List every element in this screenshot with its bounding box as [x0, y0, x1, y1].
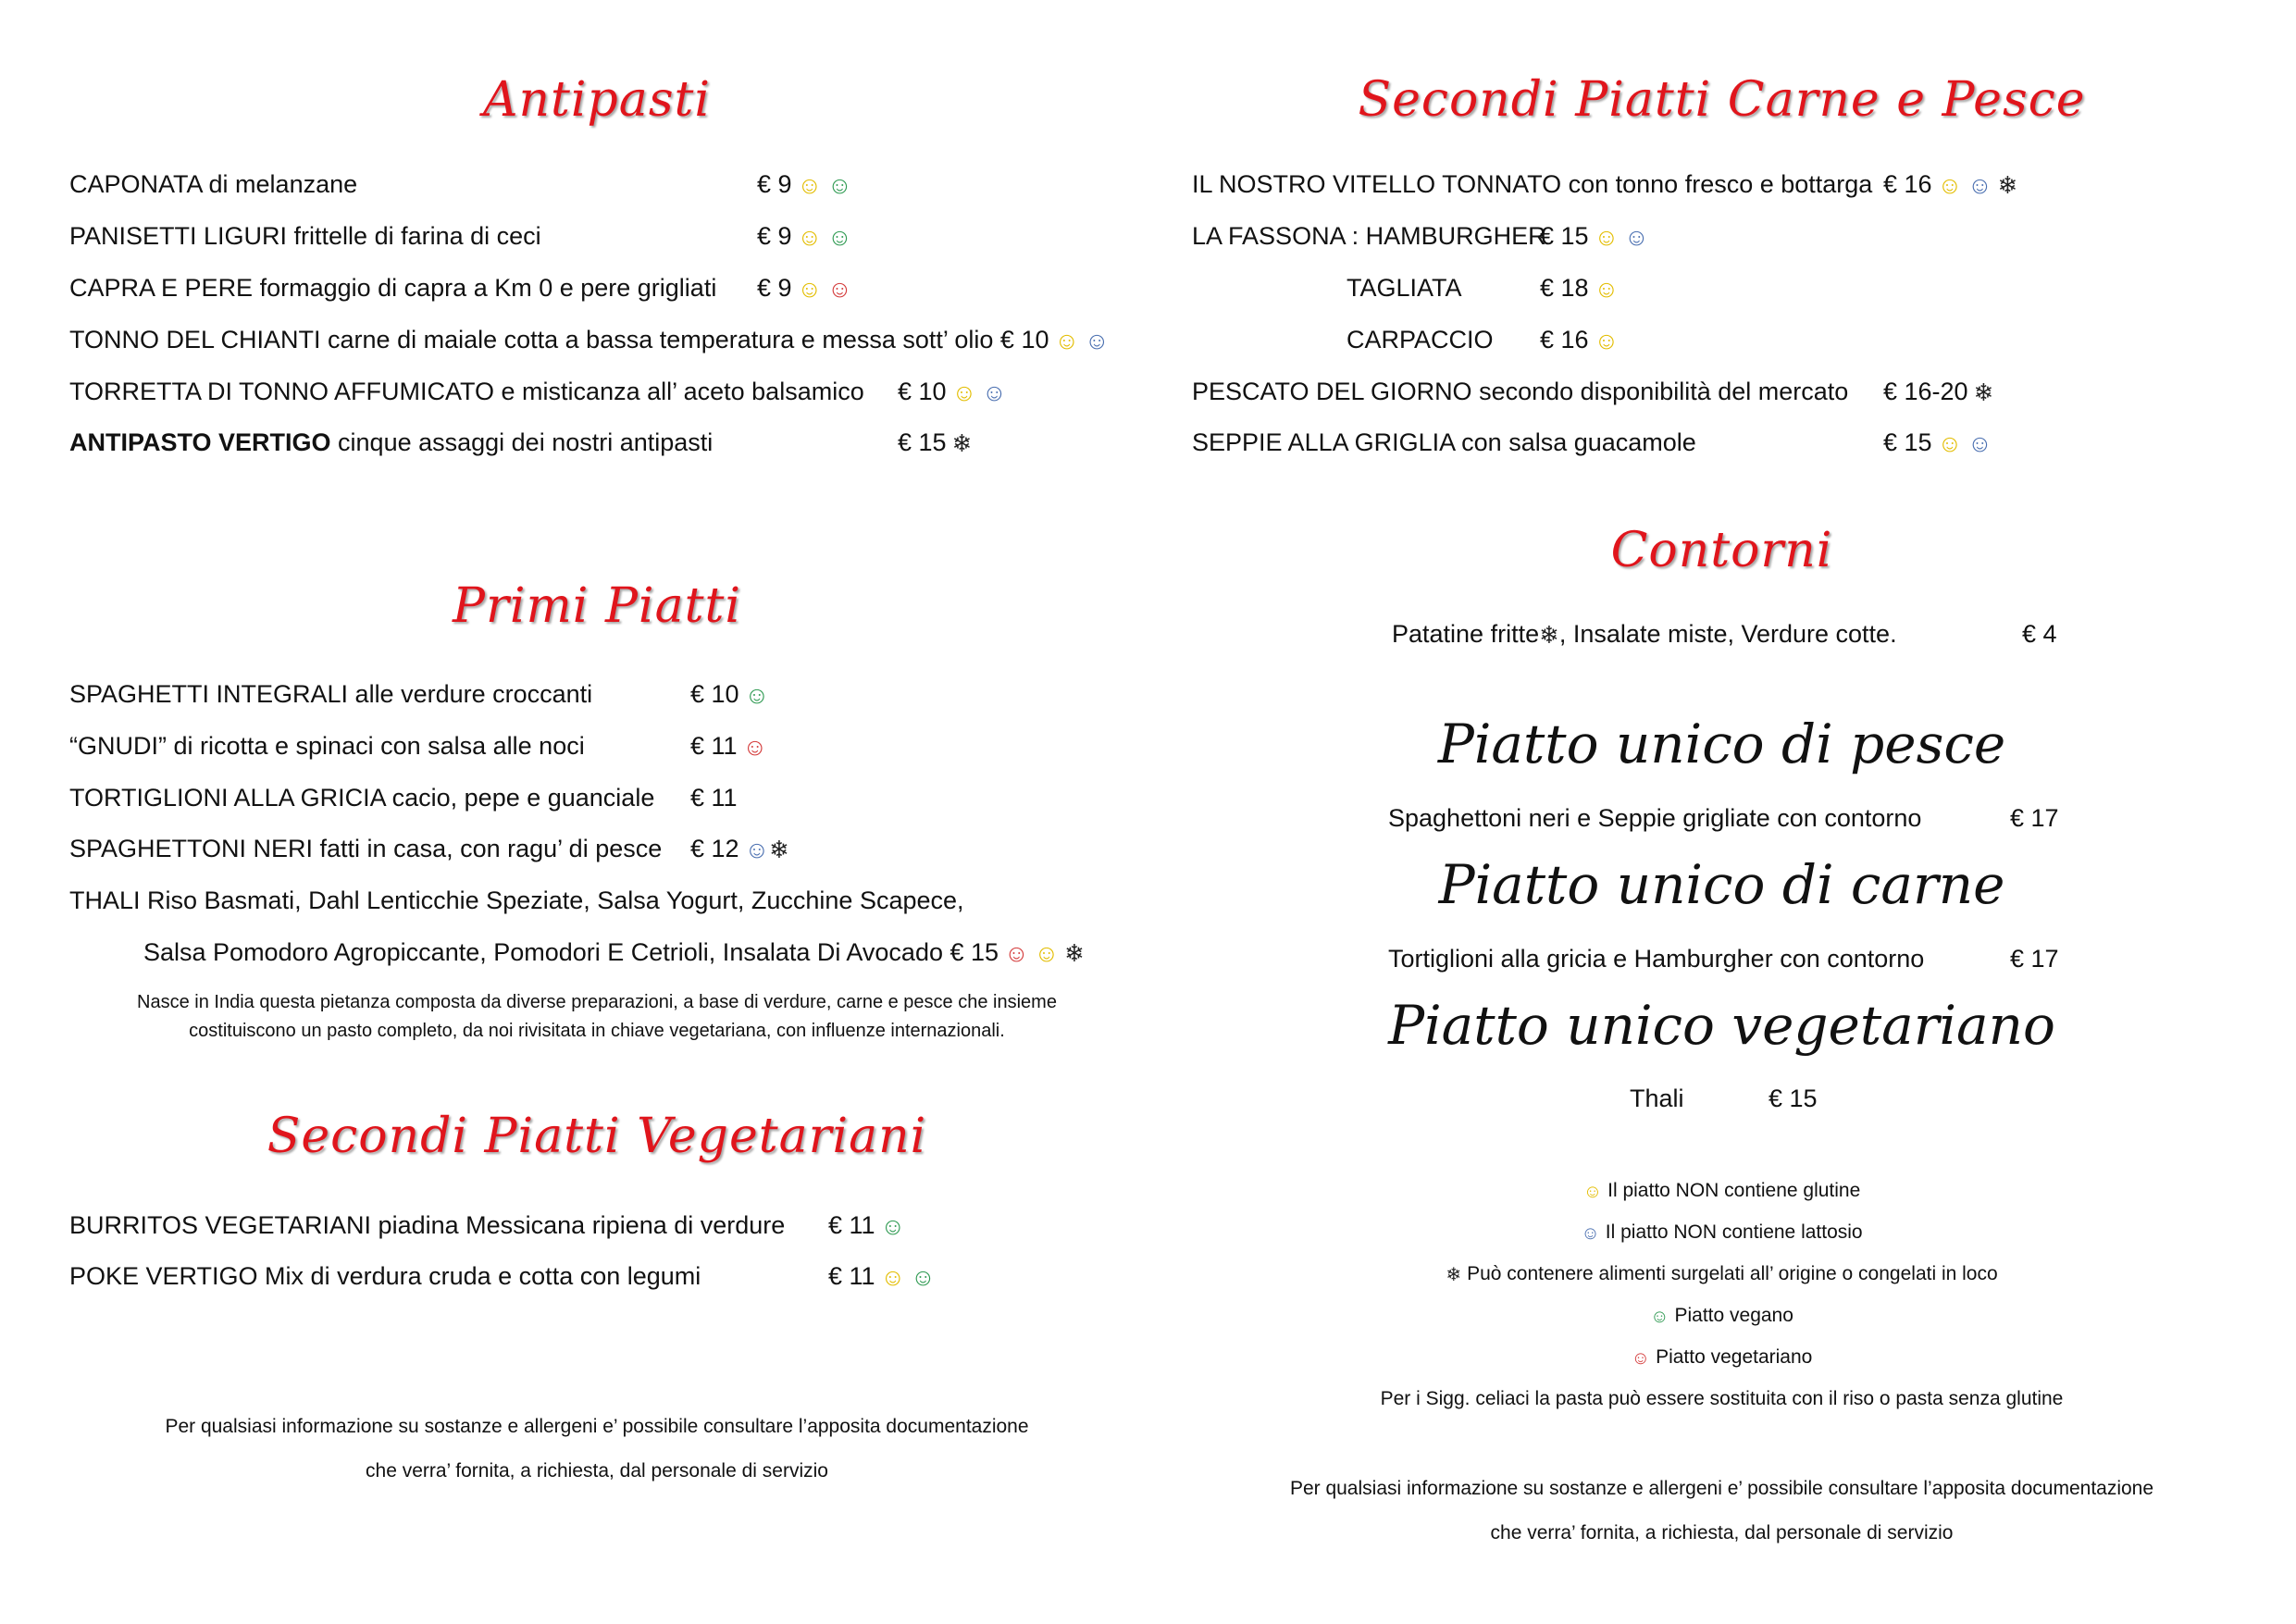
price: € 15: [949, 938, 999, 966]
secondi-vegetariani-title: Secondi Piatti Vegetariani: [267, 1109, 927, 1164]
fassona-title: LA FASSONA :: [1192, 222, 1359, 250]
item-name-bold: ANTIPASTO VERTIGO: [69, 428, 331, 456]
price: € 10: [898, 378, 947, 405]
piatto-unico-vegetariano-price: € 15: [1769, 1085, 1818, 1112]
legend-no-lactose-text: Il piatto NON contiene lattosio: [1605, 1221, 1863, 1243]
no-lactose-icon: ☺: [1581, 1223, 1600, 1244]
menu-item-name: CAPONATA di melanzane: [69, 170, 358, 198]
menu-item-price: [690, 784, 738, 812]
menu-item-price: [1883, 170, 2017, 199]
menu-item-name: TORTIGLIONI ALLA GRICIA cacio, pepe e guanciale: [69, 784, 655, 812]
menu-item-name: SEPPIE ALLA GRIGLIA con salsa guacamole: [1192, 428, 1696, 456]
legend-celiaci: Per i Sigg. celiaci la pasta può essere sostituita con il riso o pasta senza glutine: [1380, 1388, 2064, 1409]
menu-item-price: [690, 835, 789, 863]
frozen-icon: ❄: [1973, 378, 1994, 406]
contorni-price: € 4: [2022, 620, 2057, 648]
menu-item-name: SPAGHETTONI NERI fatti in casa, con ragu’ di pesce: [69, 835, 663, 862]
frozen-icon: ❄: [1446, 1265, 1462, 1285]
footer-line-1: Per qualsiasi informazione su sostanze e allergeni e’ possibile consultare l’apposita documentazione: [165, 1416, 1029, 1437]
vegetarian-icon: ☺: [1631, 1348, 1651, 1369]
price: € 10: [999, 326, 1049, 353]
menu-item-price: [828, 1262, 936, 1291]
no-lactose-icon: ☺: [1967, 171, 1992, 199]
menu-item-price: [898, 428, 972, 457]
price: € 11: [690, 784, 738, 812]
primi-title: Primi Piatti: [453, 578, 741, 634]
menu-item-price: [690, 732, 767, 761]
piatto-unico-carne-price: € 17: [2010, 945, 2059, 973]
no-gluten-icon: ☺: [1034, 939, 1060, 967]
legend-no-lactose: [1148, 1221, 2296, 1244]
no-gluten-icon: ☺: [1937, 171, 1963, 199]
menu-item-name: PANISETTI LIGURI frittelle di farina di ceci: [69, 222, 541, 250]
price: € 9: [757, 170, 792, 198]
menu-item-name: PESCATO DEL GIORNO secondo disponibilità del mercato: [1192, 378, 1849, 405]
no-gluten-icon: ☺: [1054, 327, 1080, 354]
antipasti-title: Antipasti: [482, 72, 712, 128]
vegan-icon: ☺: [1650, 1307, 1669, 1327]
secondi-carne-pesce-title: Secondi Piatti Carne e Pesce: [1358, 72, 2086, 128]
menu-item-name: BURRITOS VEGETARIANI piadina Messicana ripiena di verdure: [69, 1211, 786, 1239]
item-name-rest: cinque assaggi dei nostri antipasti: [330, 428, 714, 456]
menu-item-price: [898, 378, 1007, 406]
no-lactose-icon: ☺: [982, 378, 1007, 406]
price: € 11: [828, 1211, 875, 1239]
no-gluten-icon: ☺: [1937, 429, 1963, 457]
footer-line-2: che verra’ fornita, a richiesta, dal personale di servizio: [366, 1460, 828, 1481]
menu-item-price: [1540, 274, 1619, 303]
menu-item-price: [1540, 222, 1649, 251]
price: € 16: [1883, 170, 1932, 198]
menu-item-continued: [143, 938, 1085, 967]
menu-item-name: TONNO DEL CHIANTI carne di maiale cotta a bassa temperatura e messa sott’ olio: [69, 326, 994, 353]
frozen-icon: ❄: [1064, 939, 1085, 967]
price: € 10: [690, 680, 739, 708]
menu-item-price: [1540, 326, 1619, 354]
no-gluten-icon: ☺: [797, 171, 823, 199]
legend-frozen-text: Può contenere alimenti surgelati all’ origine o congelati in loco: [1467, 1263, 1998, 1284]
menu-item-price: [757, 222, 852, 251]
contorni-title: Contorni: [1610, 523, 1833, 578]
price: € 16: [1540, 326, 1589, 353]
price: € 9: [757, 274, 792, 302]
no-gluten-icon: ☺: [1582, 1182, 1603, 1202]
fassona-label: [1192, 222, 1546, 251]
legend-vegetarian-text: Piatto vegetariano: [1656, 1346, 1813, 1368]
legend-frozen: [1148, 1263, 2296, 1285]
no-gluten-icon: ☺: [880, 1263, 906, 1291]
vegetarian-icon: ☺: [827, 275, 852, 303]
menu-item-price: [690, 680, 769, 709]
legend-vegetarian: [1148, 1346, 2296, 1369]
menu-item-price: [1883, 378, 1993, 406]
menu-item: [69, 326, 1110, 354]
vegetarian-icon: ☺: [1004, 939, 1029, 967]
frozen-icon: ❄: [951, 429, 973, 457]
no-gluten-icon: ☺: [797, 223, 823, 251]
vegan-icon: ☺: [911, 1263, 936, 1291]
piatto-unico-pesce-price: € 17: [2010, 804, 2059, 832]
no-gluten-icon: ☺: [797, 275, 823, 303]
menu-item-price: [757, 170, 852, 199]
price: € 15: [898, 428, 947, 456]
piatto-unico-pesce-text: Spaghettoni neri e Seppie grigliate con contorno: [1388, 804, 1922, 832]
menu-item-name: [69, 428, 713, 457]
no-gluten-icon: ☺: [1594, 223, 1620, 251]
price: € 11: [828, 1262, 875, 1290]
vegetarian-icon: ☺: [742, 733, 768, 761]
frozen-icon: ❄: [1539, 621, 1559, 649]
price: € 16-20: [1883, 378, 1968, 405]
price: € 11: [690, 732, 738, 760]
menu-item-name: THALI Riso Basmati, Dahl Lenticchie Speziate, Salsa Yogurt, Zucchine Scapece,: [69, 886, 964, 914]
legend-vegan: [1148, 1305, 2296, 1327]
no-lactose-icon: ☺: [1085, 327, 1110, 354]
contorni-text-a: Patatine fritte: [1392, 620, 1540, 648]
menu-item-name-line2: Salsa Pomodoro Agropiccante, Pomodori E Cetrioli, Insalata Di Avocado: [143, 938, 943, 966]
vegan-icon: ☺: [744, 681, 770, 709]
contorni-text-b: , Insalate miste, Verdure cotte.: [1558, 620, 1897, 648]
frozen-icon: ❄: [1997, 171, 2018, 199]
contorni-text: [1392, 620, 1897, 649]
menu-item-name: SPAGHETTI INTEGRALI alle verdure croccanti: [69, 680, 593, 708]
vegan-icon: ☺: [827, 171, 852, 199]
price: € 9: [757, 222, 792, 250]
no-lactose-icon: ☺: [744, 836, 770, 863]
menu-item-name: CAPRA E PERE formaggio di capra a Km 0 e pere grigliati: [69, 274, 717, 302]
legend-no-gluten-text: Il piatto NON contiene glutine: [1607, 1180, 1861, 1201]
menu-item-name: TORRETTA DI TONNO AFFUMICATO e misticanza all’ aceto balsamico: [69, 378, 864, 405]
tagliata-name: TAGLIATA: [1347, 274, 1462, 302]
no-lactose-icon: ☺: [1967, 429, 1992, 457]
legend-vegan-text: Piatto vegano: [1674, 1305, 1793, 1326]
footer-line-1: Per qualsiasi informazione su sostanze e allergeni e’ possibile consultare l’apposita documentazione: [1289, 1478, 2154, 1499]
carpaccio-name: CARPACCIO: [1347, 326, 1494, 353]
no-lactose-icon: ☺: [1624, 223, 1649, 251]
vegan-icon: ☺: [827, 223, 852, 251]
menu-item-name: POKE VERTIGO Mix di verdura cruda e cotta con legumi: [69, 1262, 701, 1290]
no-gluten-icon: ☺: [1594, 275, 1620, 303]
menu-item-price: [757, 274, 852, 303]
piatto-unico-vegetariano-text: Thali: [1630, 1085, 1684, 1112]
legend-no-gluten: [1148, 1180, 2296, 1202]
thali-note: Nasce in India questa pietanza composta da diverse preparazioni, a base di verdure, carne e pesce che insieme costituiscono un pasto completo, da noi rivisitata in chiave vegetariana, con influenze internazionali.: [137, 992, 1057, 1041]
menu-item-price: [1883, 428, 1992, 457]
no-gluten-icon: ☺: [951, 378, 977, 406]
piatto-unico-pesce-title: Piatto unico di pesce: [1437, 713, 2006, 775]
footer-line-2: che verra’ fornita, a richiesta, dal personale di servizio: [1490, 1522, 1954, 1543]
price: € 18: [1540, 274, 1589, 302]
frozen-icon: ❄: [769, 836, 789, 863]
piatto-unico-carne-text: Tortiglioni alla gricia e Hamburgher con contorno: [1388, 945, 1925, 973]
price: € 15: [1883, 428, 1932, 456]
menu-item-price: [828, 1211, 905, 1240]
price: € 12: [690, 835, 739, 862]
piatto-unico-carne-title: Piatto unico di carne: [1438, 853, 2005, 916]
piatto-unico-vegetariano-title: Piatto unico vegetariano: [1388, 994, 2055, 1057]
no-gluten-icon: ☺: [1594, 327, 1620, 354]
price: € 15: [1540, 222, 1589, 250]
hamburger-name: HAMBURGHER: [1365, 222, 1546, 250]
vegan-icon: ☺: [880, 1212, 906, 1240]
menu-item-name: IL NOSTRO VITELLO TONNATO con tonno fresco e bottarga: [1192, 170, 1873, 198]
menu-item-name: “GNUDI” di ricotta e spinaci con salsa alle noci: [69, 732, 585, 760]
